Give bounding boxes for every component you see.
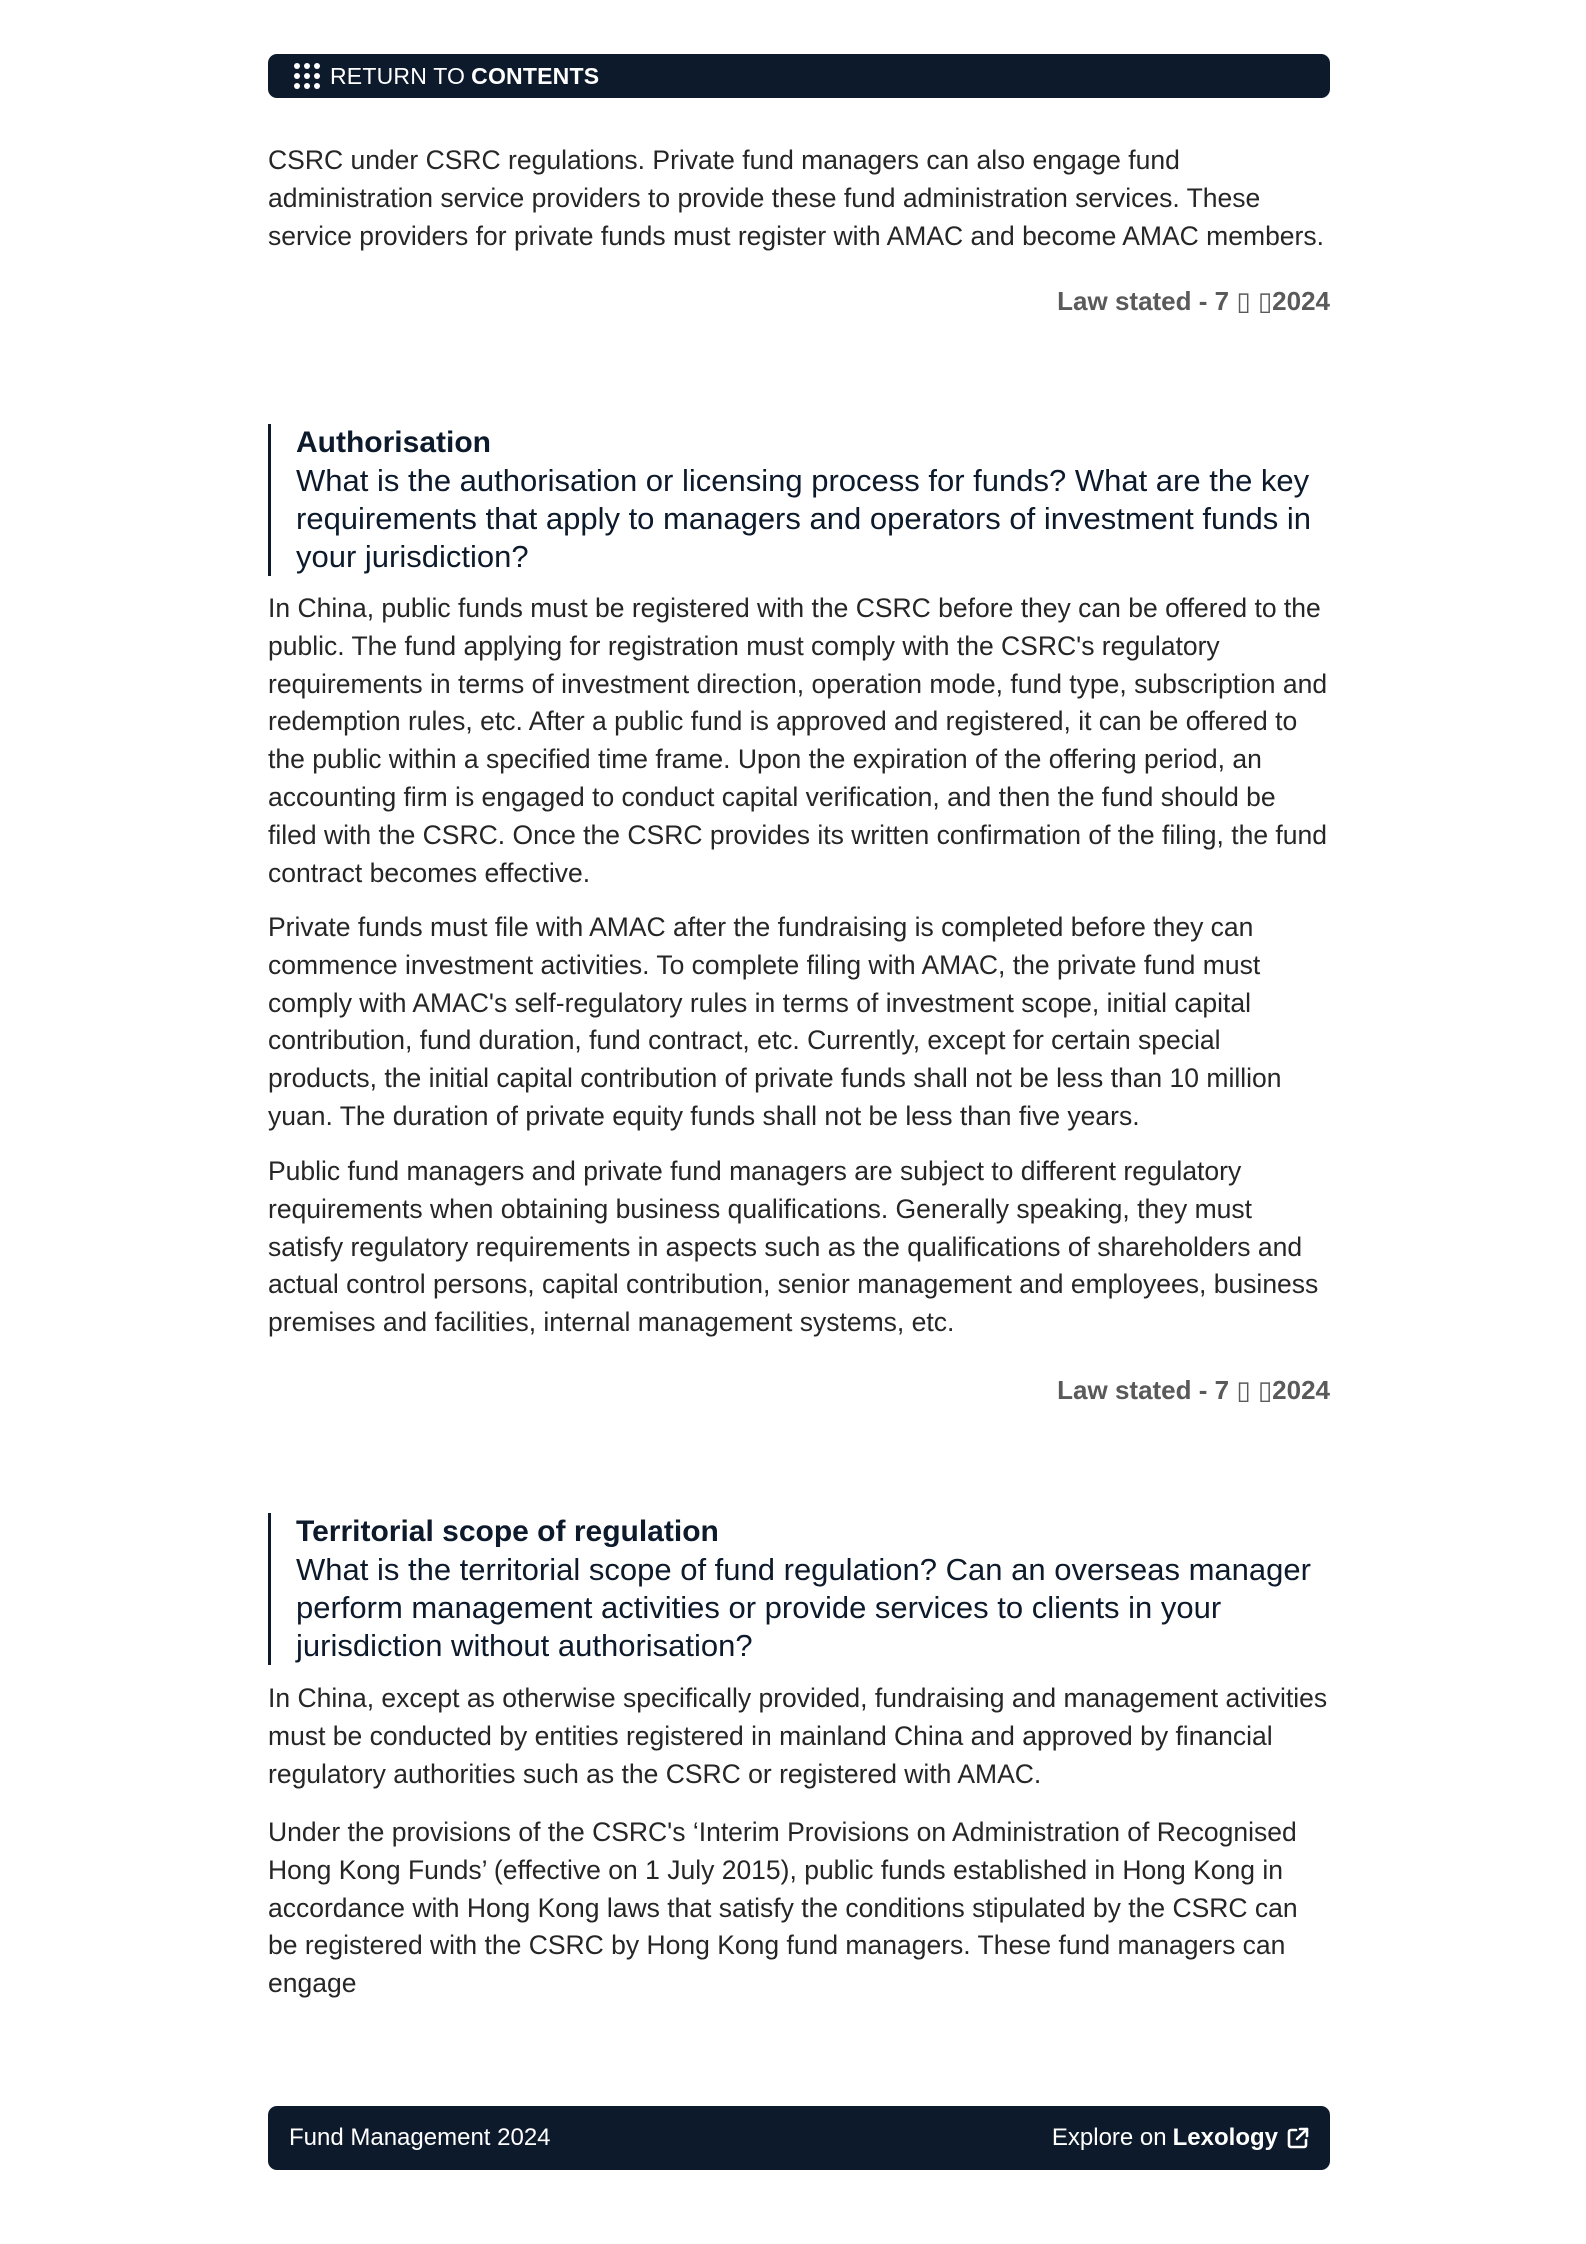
section-question: What is the territorial scope of fund regulation? Can an overseas manager perform management activities or provide services to clients in your jurisdiction without authorisation? — [296, 1552, 1311, 1663]
explore-on-lexology-link[interactable] — [1052, 2124, 1310, 2152]
law-stated-intro: Law stated - 7 ▯ ▯2024 — [1057, 286, 1330, 316]
answer-paragraph: Public fund managers and private fund managers are subject to different regulatory requirements when obtaining business qualifications. Generally speaking, they must satisfy regulatory requirements in aspects such as the qualifications of shareholders and actual control persons, capital contribution, senior management and employees, business premises and facilities, internal management systems, etc. — [268, 1156, 1319, 1338]
answer-paragraph: Private funds must file with AMAC after the fundraising is completed before they can commence investment activities. To complete filing with AMAC, the private fund must comply with AMAC's self-regulatory rules in terms of investment scope, initial capital contribution, fund duration, fund contract, etc. Currently, except for certain special products, the initial capital contribution of private funds shall not be less than 10 million yuan. The duration of private equity funds shall not be less than five years. — [268, 912, 1282, 1131]
law-stated-authorisation: Law stated - 7 ▯ ▯2024 — [1057, 1375, 1330, 1405]
answer-paragraph: In China, except as otherwise specifically provided, fundraising and management activities must be conducted by entities registered in mainland China and approved by financial regulatory authorities such as the CSRC or registered with AMAC. — [268, 1683, 1328, 1789]
question-block-territorial-scope — [268, 1513, 1330, 1665]
document-page — [268, 0, 1330, 2244]
lexology-brand: Lexology — [1172, 2124, 1278, 2151]
return-contents-label: CONTENTS — [471, 62, 600, 89]
external-link-icon — [1286, 2126, 1310, 2150]
answer-paragraph: Under the provisions of the CSRC's ‘Interim Provisions on Administration of Recognised Hong Kong Funds’ (effective on 1 July 2015), public funds established in Hong Kong in accordance with Hong Kong laws that satisfy the conditions stipulated by the CSRC can be registered with the CSRC by Hong Kong fund managers. These fund managers can engage — [268, 1817, 1298, 1999]
intro-paragraph: CSRC under CSRC regulations. Private fund managers can also engage fund administration service providers to provide these fund administration services. These service providers for private funds must register with AMAC and become AMAC members. — [268, 145, 1324, 251]
section-title: Authorisation — [296, 426, 491, 459]
section-title: Territorial scope of regulation — [296, 1515, 719, 1548]
footer-bar — [268, 2106, 1330, 2170]
publication-title: Fund Management 2024 — [289, 2124, 551, 2151]
return-to-contents-link[interactable] — [330, 63, 599, 90]
answer-paragraph: In China, public funds must be registered with the CSRC before they can be offered to the public. The fund applying for registration must comply with the CSRC's regulatory requirements in terms of investment direction, operation mode, fund type, subscription and redemption rules, etc. After a public fund is approved and registered, it can be offered to the public within a specified time frame. Upon the expiration of the offering period, an accounting firm is engaged to conduct capital verification, and then the fund should be filed with the CSRC. Once the CSRC provides its written confirmation of the filing, the fund contract becomes effective. — [268, 593, 1328, 888]
question-block-authorisation — [268, 424, 1330, 576]
grid-dots-icon — [294, 63, 320, 89]
section-question: What is the authorisation or licensing process for funds? What are the key requirements that apply to managers and operators of investment funds in your jurisdiction? — [296, 463, 1311, 574]
explore-prefix: Explore on — [1051, 2124, 1167, 2151]
return-to-contents-bar[interactable] — [268, 54, 1330, 98]
return-prefix: RETURN TO — [330, 62, 466, 89]
